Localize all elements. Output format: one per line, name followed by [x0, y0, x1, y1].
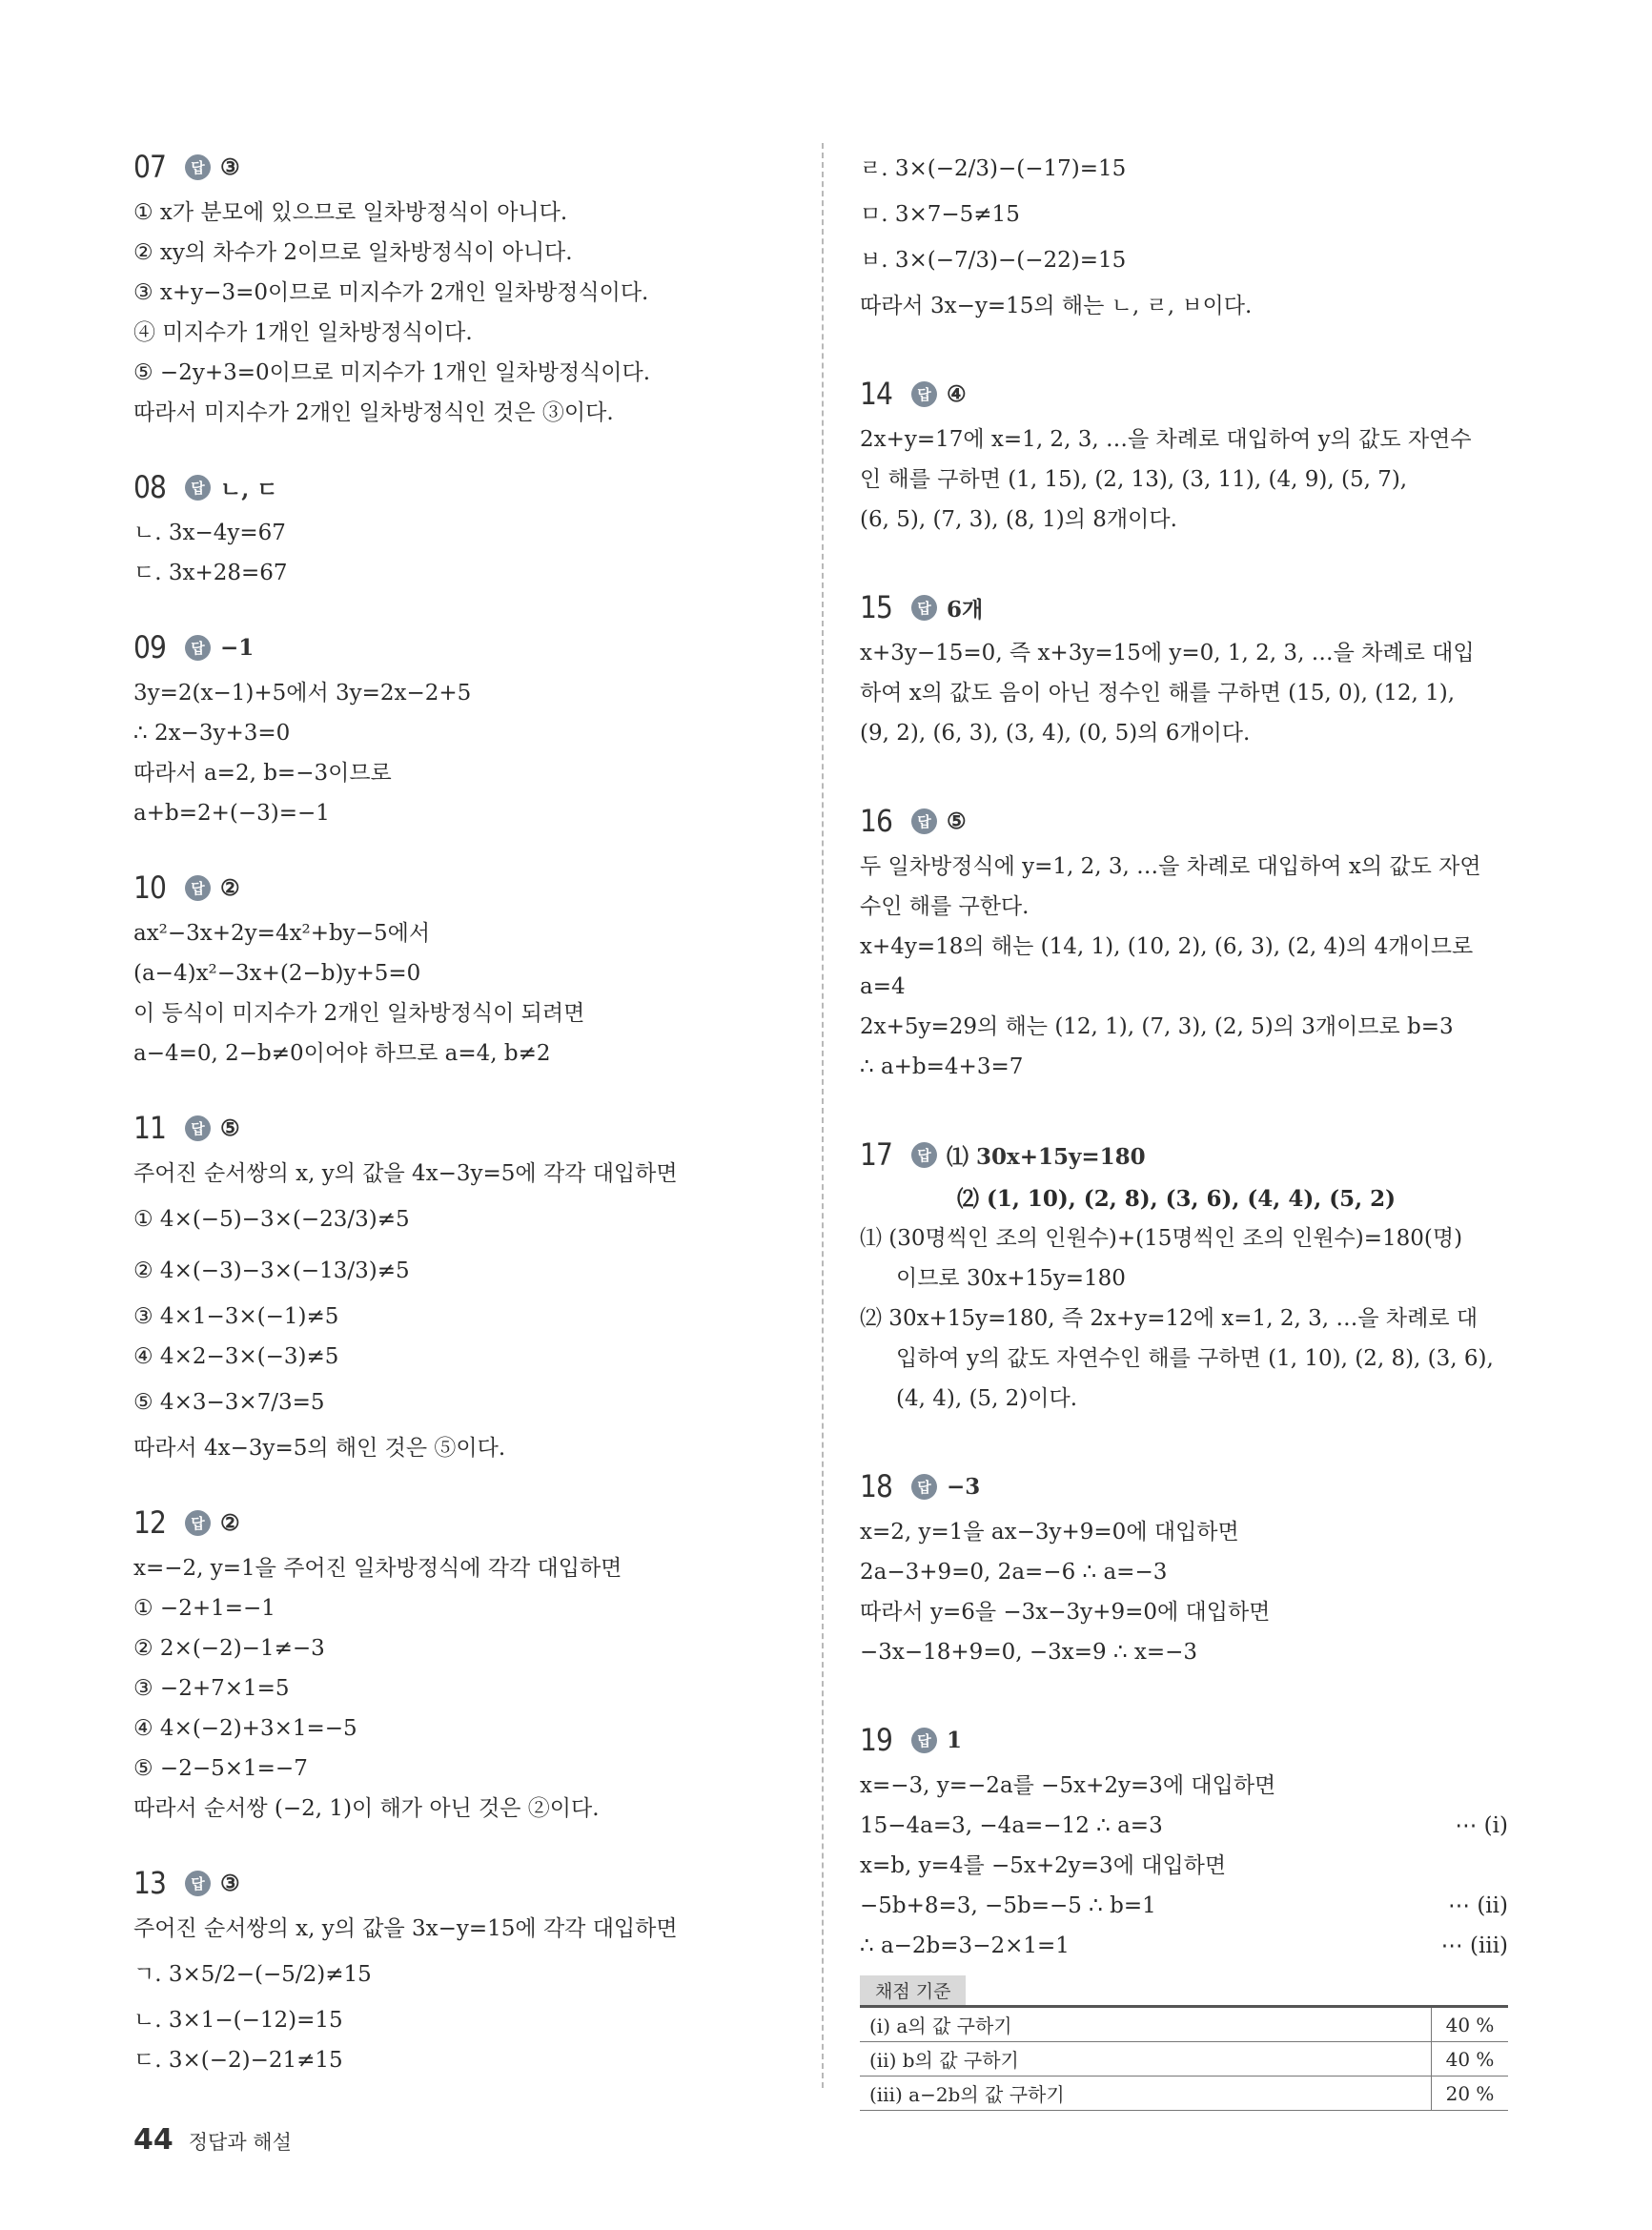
grading-item: (ⅱ) b의 값 구하기 — [860, 2042, 1432, 2077]
solution-line: x+3y−15=0, 즉 x+3y=15에 y=0, 1, 2, 3, …을 차례로 대입 — [860, 641, 1475, 665]
solution-line: 인 해를 구하면 (1, 15), (2, 13), (3, 11), (4, 9), (5, 7), — [860, 467, 1408, 492]
solution-text: −5b+8=3, −5b=−5 ∴ b=1 — [860, 1893, 1156, 1918]
answer-badge: 답 — [185, 635, 211, 661]
solution-line — [860, 1886, 1508, 1926]
answer-badge: 답 — [911, 595, 937, 621]
problem-number: 18 — [860, 1468, 893, 1504]
problem-number: 12 — [133, 1504, 167, 1541]
problem-13-continued — [860, 143, 1527, 326]
problem-number: 08 — [133, 469, 167, 505]
solution-line — [860, 1806, 1508, 1846]
solution-line: ① x가 분모에 있으므로 일차방정식이 아니다. — [133, 200, 568, 225]
solution-line: 두 일차방정식에 y=1, 2, 3, …을 차례로 대입하여 x의 값도 자연 — [860, 854, 1481, 879]
problem-17 — [860, 1131, 1527, 1419]
problem-12 — [133, 1499, 801, 1829]
solution-line: ㄹ. 3×(−2/3)−(−17)=15 — [860, 156, 1127, 181]
solution-line: ③ −2+7×1=5 — [133, 1676, 290, 1701]
solution-line: 2x+5y=29의 해는 (12, 1), (7, 3), (2, 5)의 3개이므로 b=3 — [860, 1014, 1454, 1039]
solution-line: ④ 미지수가 1개인 일차방정식이다. — [133, 320, 473, 345]
answer: ㄴ, ㄷ — [220, 476, 278, 502]
answer-part-2: ⑵ (1, 10), (2, 8), (3, 6), (4, 4), (5, 2) — [957, 1186, 1396, 1212]
solution-text: x=−3, y=−2a를 −5x+2y=3에 대입하면 — [860, 1773, 1276, 1798]
solution-line: 따라서 3x−y=15의 해는 ㄴ, ㄹ, ㅂ이다. — [860, 294, 1253, 318]
answer: ③ — [220, 1870, 240, 1896]
answer: 1 — [947, 1727, 963, 1753]
grading-row — [860, 2042, 1508, 2077]
answer-badge: 답 — [185, 875, 211, 901]
answer: −3 — [947, 1473, 981, 1500]
step-marker: ⋯ (ⅰ) — [1455, 1813, 1508, 1838]
answer: ② — [220, 1509, 240, 1536]
grading-percent: 20 % — [1432, 2077, 1509, 2111]
solution-line: ㄴ. 3×1−(−12)=15 — [133, 2008, 343, 2033]
step-marker: ⋯ (ⅲ) — [1440, 1933, 1508, 1958]
grading-item: (ⅲ) a−2b의 값 구하기 — [860, 2077, 1432, 2111]
problem-number: 19 — [860, 1722, 893, 1758]
solution-line: 따라서 4x−3y=5의 해인 것은 ⑤이다. — [133, 1436, 506, 1461]
right-column — [860, 143, 1527, 2111]
grading-percent: 40 % — [1432, 2007, 1509, 2042]
answer-badge: 답 — [911, 1474, 937, 1500]
answer: ④ — [947, 380, 967, 407]
problem-number: 14 — [860, 376, 893, 412]
solution-line: ① 4×(−5)−3×(−23/3)≠5 — [133, 1207, 410, 1232]
answer-badge: 답 — [185, 1115, 211, 1141]
problem-number: 15 — [860, 589, 893, 625]
answer: ⑤ — [947, 808, 967, 834]
solution-line: (9, 2), (6, 3), (3, 4), (0, 5)의 6개이다. — [860, 721, 1251, 746]
problem-10 — [133, 864, 801, 1074]
solution-line: 3y=2(x−1)+5에서 3y=2x−2+5 — [133, 681, 472, 706]
grading-item: (ⅰ) a의 값 구하기 — [860, 2007, 1432, 2042]
problem-13 — [133, 1859, 801, 2080]
page-footer — [133, 2123, 292, 2157]
answer-badge: 답 — [185, 154, 211, 180]
problem-number: 09 — [133, 629, 167, 665]
problem-number: 16 — [860, 803, 893, 839]
solution-line: x+4y=18의 해는 (14, 1), (10, 2), (6, 3), (2, 4)의 4개이므로 — [860, 934, 1474, 959]
answer: ② — [220, 874, 240, 901]
solution-line: 입하여 y의 값도 자연수인 해를 구하면 (1, 10), (2, 8), (3, 6), — [896, 1346, 1494, 1371]
answer: ③ — [220, 153, 240, 180]
solution-line: 따라서 y=6을 −3x−3y+9=0에 대입하면 — [860, 1600, 1271, 1625]
solution-line: ∴ 2x−3y+3=0 — [133, 721, 291, 746]
solution-line: ④ 4×2−3×(−3)≠5 — [133, 1344, 339, 1369]
problem-18 — [860, 1463, 1527, 1672]
solution-line: ④ 4×(−2)+3×1=−5 — [133, 1716, 357, 1741]
problem-11 — [133, 1104, 801, 1468]
solution-line: ㄱ. 3×5/2−(−5/2)≠15 — [133, 1962, 372, 1987]
solution-line: 이 등식이 미지수가 2개인 일차방정식이 되려면 — [133, 1001, 585, 1026]
problem-number: 17 — [860, 1136, 893, 1173]
column-divider — [822, 143, 824, 2088]
problem-number: 10 — [133, 869, 167, 906]
answer-badge: 답 — [911, 808, 937, 834]
grading-title: 채점 기준 — [860, 1975, 966, 2005]
solution-line: ㄷ. 3x+28=67 — [133, 561, 288, 585]
solution-line: 이므로 30x+15y=180 — [896, 1266, 1126, 1291]
answer-badge: 답 — [185, 1510, 211, 1536]
solution-line: a=4 — [860, 974, 906, 999]
solution-line: ㄴ. 3x−4y=67 — [133, 521, 286, 545]
grading-row — [860, 2077, 1508, 2111]
answer: 6개 — [947, 596, 984, 623]
page-number: 44 — [133, 2123, 173, 2157]
solution-line: ⑴ (30명씩인 조의 인원수)+(15명씩인 조의 인원수)=180(명) — [860, 1226, 1463, 1251]
solution-line: 수인 해를 구한다. — [860, 894, 1030, 919]
solution-line: 주어진 순서쌍의 x, y의 값을 3x−y=15에 각각 대입하면 — [133, 1916, 678, 1941]
problem-07 — [133, 143, 801, 433]
problem-15 — [860, 583, 1527, 753]
solution-line: (a−4)x²−3x+(2−b)y+5=0 — [133, 961, 421, 986]
solution-line: (6, 5), (7, 3), (8, 1)의 8개이다. — [860, 507, 1177, 532]
solution-line: ⑤ 4×3−3×7/3=5 — [133, 1390, 325, 1415]
grading-row — [860, 2007, 1508, 2042]
grading-table — [860, 2005, 1508, 2111]
solution-line: ② xy의 차수가 2이므로 일차방정식이 아니다. — [133, 240, 573, 265]
solution-line: x=−2, y=1을 주어진 일차방정식에 각각 대입하면 — [133, 1556, 622, 1581]
problem-14 — [860, 370, 1527, 540]
solution-line: −3x−18+9=0, −3x=9 ∴ x=−3 — [860, 1640, 1198, 1665]
solution-line: (4, 4), (5, 2)이다. — [896, 1386, 1078, 1411]
answer: ⑤ — [220, 1115, 240, 1141]
solution-line: ⑤ −2−5×1=−7 — [133, 1756, 308, 1781]
solution-line: ② 4×(−3)−3×(−13/3)≠5 — [133, 1258, 410, 1283]
answer-part-1: ⑴ 30x+15y=180 — [947, 1143, 1146, 1170]
solution-line — [860, 1766, 1508, 1806]
solution-line: 따라서 a=2, b=−3이므로 — [133, 761, 392, 786]
solution-text: ∴ a−2b=3−2×1=1 — [860, 1933, 1070, 1958]
solution-line: a+b=2+(−3)=−1 — [133, 801, 330, 826]
problem-number: 11 — [133, 1110, 167, 1146]
problem-09 — [133, 624, 801, 833]
section-label: 정답과 해설 — [188, 2131, 292, 2154]
grading-percent: 40 % — [1432, 2042, 1509, 2077]
problem-08 — [133, 463, 801, 593]
problem-number: 07 — [133, 149, 167, 185]
answer-badge: 답 — [911, 381, 937, 407]
answer-badge: 답 — [911, 1728, 937, 1753]
solution-line: ㄷ. 3×(−2)−21≠15 — [133, 2048, 343, 2073]
solution-line: ① −2+1=−1 — [133, 1596, 275, 1621]
solution-line: ㅂ. 3×(−7/3)−(−22)=15 — [860, 248, 1127, 273]
solution-text: 15−4a=3, −4a=−12 ∴ a=3 — [860, 1813, 1163, 1838]
solution-line: 2a−3+9=0, 2a=−6 ∴ a=−3 — [860, 1560, 1168, 1585]
problem-19 — [860, 1716, 1527, 2111]
solution-text: x=b, y=4를 −5x+2y=3에 대입하면 — [860, 1853, 1227, 1878]
solution-line: ㅁ. 3×7−5≠15 — [860, 202, 1020, 227]
solution-line: ⑵ 30x+15y=180, 즉 2x+y=12에 x=1, 2, 3, …을 차례로 대 — [860, 1306, 1479, 1331]
problem-16 — [860, 797, 1527, 1087]
solution-line: ③ x+y−3=0이므로 미지수가 2개인 일차방정식이다. — [133, 280, 649, 305]
answer-badge: 답 — [185, 1871, 211, 1896]
step-marker: ⋯ (ⅱ) — [1448, 1893, 1508, 1918]
solution-line: ∴ a+b=4+3=7 — [860, 1054, 1024, 1079]
solution-line: ⑤ −2y+3=0이므로 미지수가 1개인 일차방정식이다. — [133, 360, 651, 385]
solution-line: a−4=0, 2−b≠0이어야 하므로 a=4, b≠2 — [133, 1041, 551, 1066]
solution-line: 따라서 순서쌍 (−2, 1)이 해가 아닌 것은 ②이다. — [133, 1796, 600, 1821]
solution-line: 하여 x의 값도 음이 아닌 정수인 해를 구하면 (15, 0), (12, 1), — [860, 681, 1456, 706]
solution-line — [860, 1846, 1508, 1886]
solution-line: 따라서 미지수가 2개인 일차방정식인 것은 ③이다. — [133, 400, 614, 425]
answer-badge: 답 — [911, 1142, 937, 1168]
answer-badge: 답 — [185, 475, 211, 501]
solution-line: ax²−3x+2y=4x²+by−5에서 — [133, 921, 431, 946]
problem-number: 13 — [133, 1865, 167, 1901]
solution-line: 2x+y=17에 x=1, 2, 3, …을 차례로 대입하여 y의 값도 자연수 — [860, 427, 1472, 452]
solution-line: ② 2×(−2)−1≠−3 — [133, 1636, 325, 1661]
solution-line: x=2, y=1을 ax−3y+9=0에 대입하면 — [860, 1520, 1239, 1545]
left-column — [133, 143, 801, 2080]
answer: −1 — [220, 634, 255, 661]
solution-line — [860, 1926, 1508, 1966]
solution-line: 주어진 순서쌍의 x, y의 값을 4x−3y=5에 각각 대입하면 — [133, 1161, 678, 1186]
solution-line: ③ 4×1−3×(−1)≠5 — [133, 1304, 339, 1329]
